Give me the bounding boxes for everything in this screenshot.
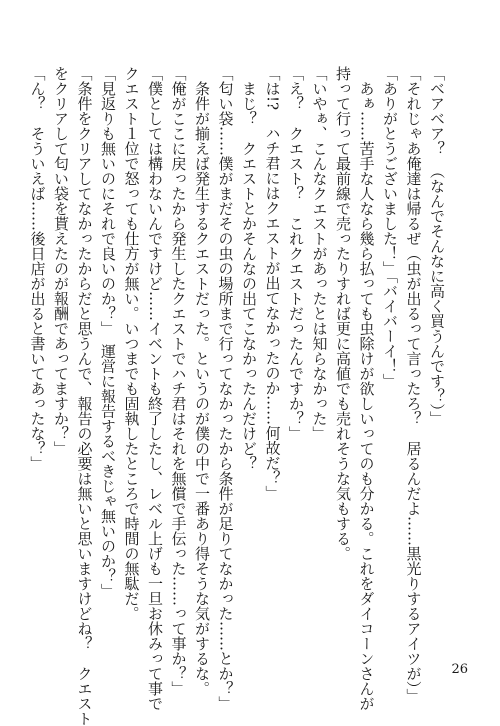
vertical-text-body <box>28 66 448 726</box>
text-line: 「それじゃあ俺達は帰るぜ（虫が出るって言ったろ？ 居るんだよ……黒光りするアイツが）」 <box>404 66 423 704</box>
text-line: 「いやぁ、こんなクエストがあったとは知らなかった」 <box>310 66 329 441</box>
text-line: 「ベアベア？ （なんでそんなに高く買うんです？）」 <box>428 66 446 426</box>
text-line: 持って行って最前線で売ったりすれば更に高値でも売れそうな気もする。 <box>334 66 352 561</box>
text-line: クエスト１位で怒っても仕方が無い。いつまでも固執したところで時間の無駄だ。 <box>122 66 141 621</box>
text-line: 「ありがとうございました！」「バイバーイ！」 <box>381 66 399 389</box>
text-line: 「え？ クエスト？ これクエストだったんですか？」 <box>287 66 305 441</box>
text-line: 「俺がここに戻ったから発生したクエストでハチ君はそれを無償で手伝った……って事か？」 <box>169 66 188 696</box>
text-line: 「は!? ハチ君にはクエストが出てなかったのか……何故だ？」 <box>263 66 282 501</box>
text-line: まじ？ クエストとかそんなの出てこなかったんだけど？ <box>240 66 258 471</box>
text-line: 「条件をクリアしてなかったからだと思うんで、報告の必要は無いと思いますけどね？ クエスト <box>75 66 94 726</box>
text-line: あぁ……苦手な人なら幾ら払っても虫除けが欲しいってのも分かる。これをダイコーンさんが <box>357 66 376 711</box>
page-number: 26 <box>451 662 468 677</box>
text-line: 「ん？ そういえば……後日店が出ると書いてあったな？」 <box>28 66 47 471</box>
text-line: をクリアして匂い袋を貰えたのが報酬であってますか？」 <box>52 66 70 456</box>
text-line: 「匂い袋……僕がまだその虫の場所まで行ってなかったから条件が足りてなかった……とか？」 <box>216 66 235 711</box>
text-line: 「僕としては構わないんですけど……イベントも終了したし、レベル上げも一旦お休みって事で <box>146 66 164 711</box>
text-line: 条件が揃えば発生するクエストだった。というのが僕の中で一番あり得そうな気がするな。 <box>193 66 211 696</box>
text-line: 「見返りも無いのにそれで良いのか？」 運営に報告するべきじゃ無いのか？」 <box>99 66 117 599</box>
